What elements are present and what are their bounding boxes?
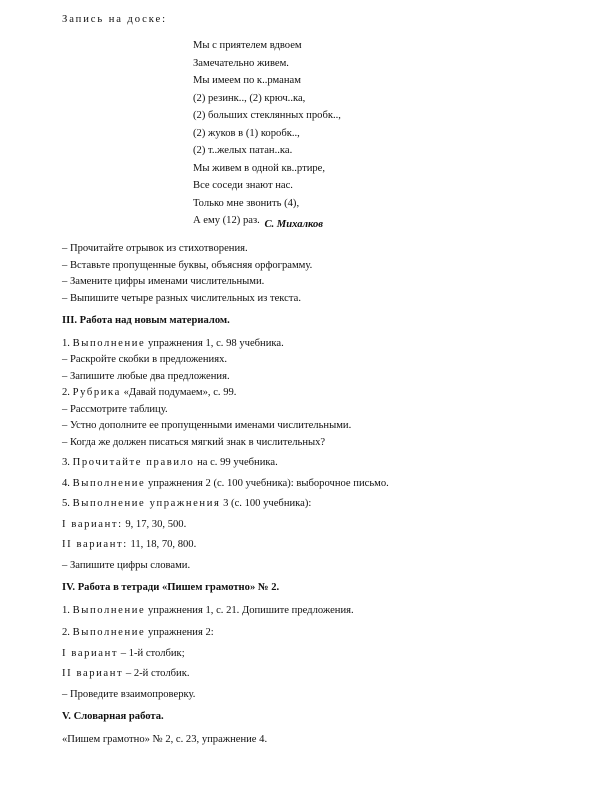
item-text: упражнения 2: [147, 627, 214, 638]
sub-task-line: – Запишите любые два предложения. [62, 370, 230, 382]
item-text: на с. 99 учебника. [197, 457, 278, 468]
item-text: 3 (с. 100 учебника): [223, 498, 312, 509]
variant-value: 11, 18, 70, 800. [130, 539, 197, 550]
sub-task-line: – Устно дополните ее пропущенными именами числительными. [62, 420, 352, 431]
section-3-item-4 [62, 476, 582, 493]
item-spaced-text: Выполнение упражнения [72, 498, 221, 509]
variant-label: I вариант [62, 647, 119, 659]
sub-task-line: – Запишите цифры словами. [62, 559, 191, 571]
poem-line: А ему (12) раз. [193, 215, 260, 226]
task-line: – Вставьте пропущенные буквы, объясняя орфограмму. [62, 259, 313, 271]
item-number: 4. [62, 477, 70, 489]
section-3-item-3 [62, 455, 582, 472]
item-number: 3. [62, 457, 70, 468]
variant-1-line [62, 517, 582, 534]
item-text: упражнения 1, с. 21. Допишите предложения. [147, 604, 354, 616]
poem-line: Замечательно живем. [193, 57, 289, 69]
lesson-body [62, 241, 582, 748]
poem [193, 37, 393, 230]
variant-value: 9, 17, 30, 500. [125, 518, 187, 530]
poem-line: (2) жуков в (1) коробк.., [193, 127, 300, 139]
sub-task-line: – Проведите взаимопроверку. [62, 688, 196, 700]
sub-task-line: – Когда же должен писаться мягкий знак в числительных? [62, 436, 326, 448]
item-spaced-text: Выполнение [72, 604, 146, 616]
variant-1-line [62, 646, 582, 663]
item-number: 5. [62, 498, 70, 509]
task-line: – Выпишите четыре разных числительных из текста. [62, 292, 301, 304]
board-note-header: Запись на доске: [62, 14, 167, 25]
item-spaced-text: Выполнение [72, 337, 146, 349]
section-4-title: IV. Работа в тетради «Пишем грамотно» № 2. [62, 582, 280, 593]
item-spaced-text: Выполнение [72, 477, 146, 489]
section-5-title: V. Словарная работа. [62, 711, 164, 722]
sub-task-line: – Раскройте скобки в предложениях. [62, 354, 228, 365]
poem-line: (2) т..желых патан..ка. [193, 145, 293, 156]
poem-line: Все соседи знают нас. [193, 180, 293, 191]
variant-label: II вариант: [62, 539, 128, 550]
poem-line: Только мне звонить (4), [193, 197, 300, 209]
poem-line: Мы живем в одной кв..ртире, [193, 162, 326, 174]
item-spaced-text: Выполнение [72, 627, 146, 638]
variant-value: – 2-й столбик. [125, 668, 190, 679]
item-spaced-text: Прочитайте правило [72, 457, 195, 468]
poem-author: С. Михалков [264, 219, 323, 230]
section-3-item-2 [62, 385, 582, 402]
variant-label: I вариант: [62, 518, 123, 530]
item-text: упражнения 2 (с. 100 учебника): выборочное письмо. [147, 477, 389, 489]
task-line: – Прочитайте отрывок из стихотворения. [62, 243, 248, 254]
section-4-item-2 [62, 625, 582, 642]
poem-line: (2) резинк.., (2) крюч..ка, [193, 92, 306, 104]
item-number: 1. [62, 604, 70, 616]
section-5-text: «Пишем грамотно» № 2, с. 23, упражнение 4. [62, 733, 268, 745]
task-line: – Замените цифры именами числительными. [62, 276, 265, 287]
section-3-title: III. Работа над новым материалом. [62, 315, 230, 326]
item-text: «Давай подумаем», с. 99. [123, 387, 237, 398]
item-number: 2. [62, 387, 70, 398]
variant-2-line [62, 537, 582, 554]
poem-line: Мы с приятелем вдвоем [193, 40, 302, 51]
section-4-item-1 [62, 603, 582, 620]
variant-2-line [62, 666, 582, 683]
variant-label: II вариант [62, 668, 124, 679]
poem-line: Мы имеем по к..рманам [193, 75, 301, 86]
item-number: 2. [62, 627, 70, 638]
item-number: 1. [62, 337, 70, 349]
sub-task-line: – Рассмотрите таблицу. [62, 403, 168, 415]
poem-line: (2) больших стеклянных пробк.., [193, 110, 341, 121]
section-3-item-1 [62, 336, 582, 353]
item-text: упражнения 1, с. 98 учебника. [147, 337, 284, 349]
variant-value: – 1-й столбик; [120, 647, 185, 659]
item-spaced-text: Рубрика [72, 387, 121, 398]
section-3-item-5 [62, 496, 582, 513]
